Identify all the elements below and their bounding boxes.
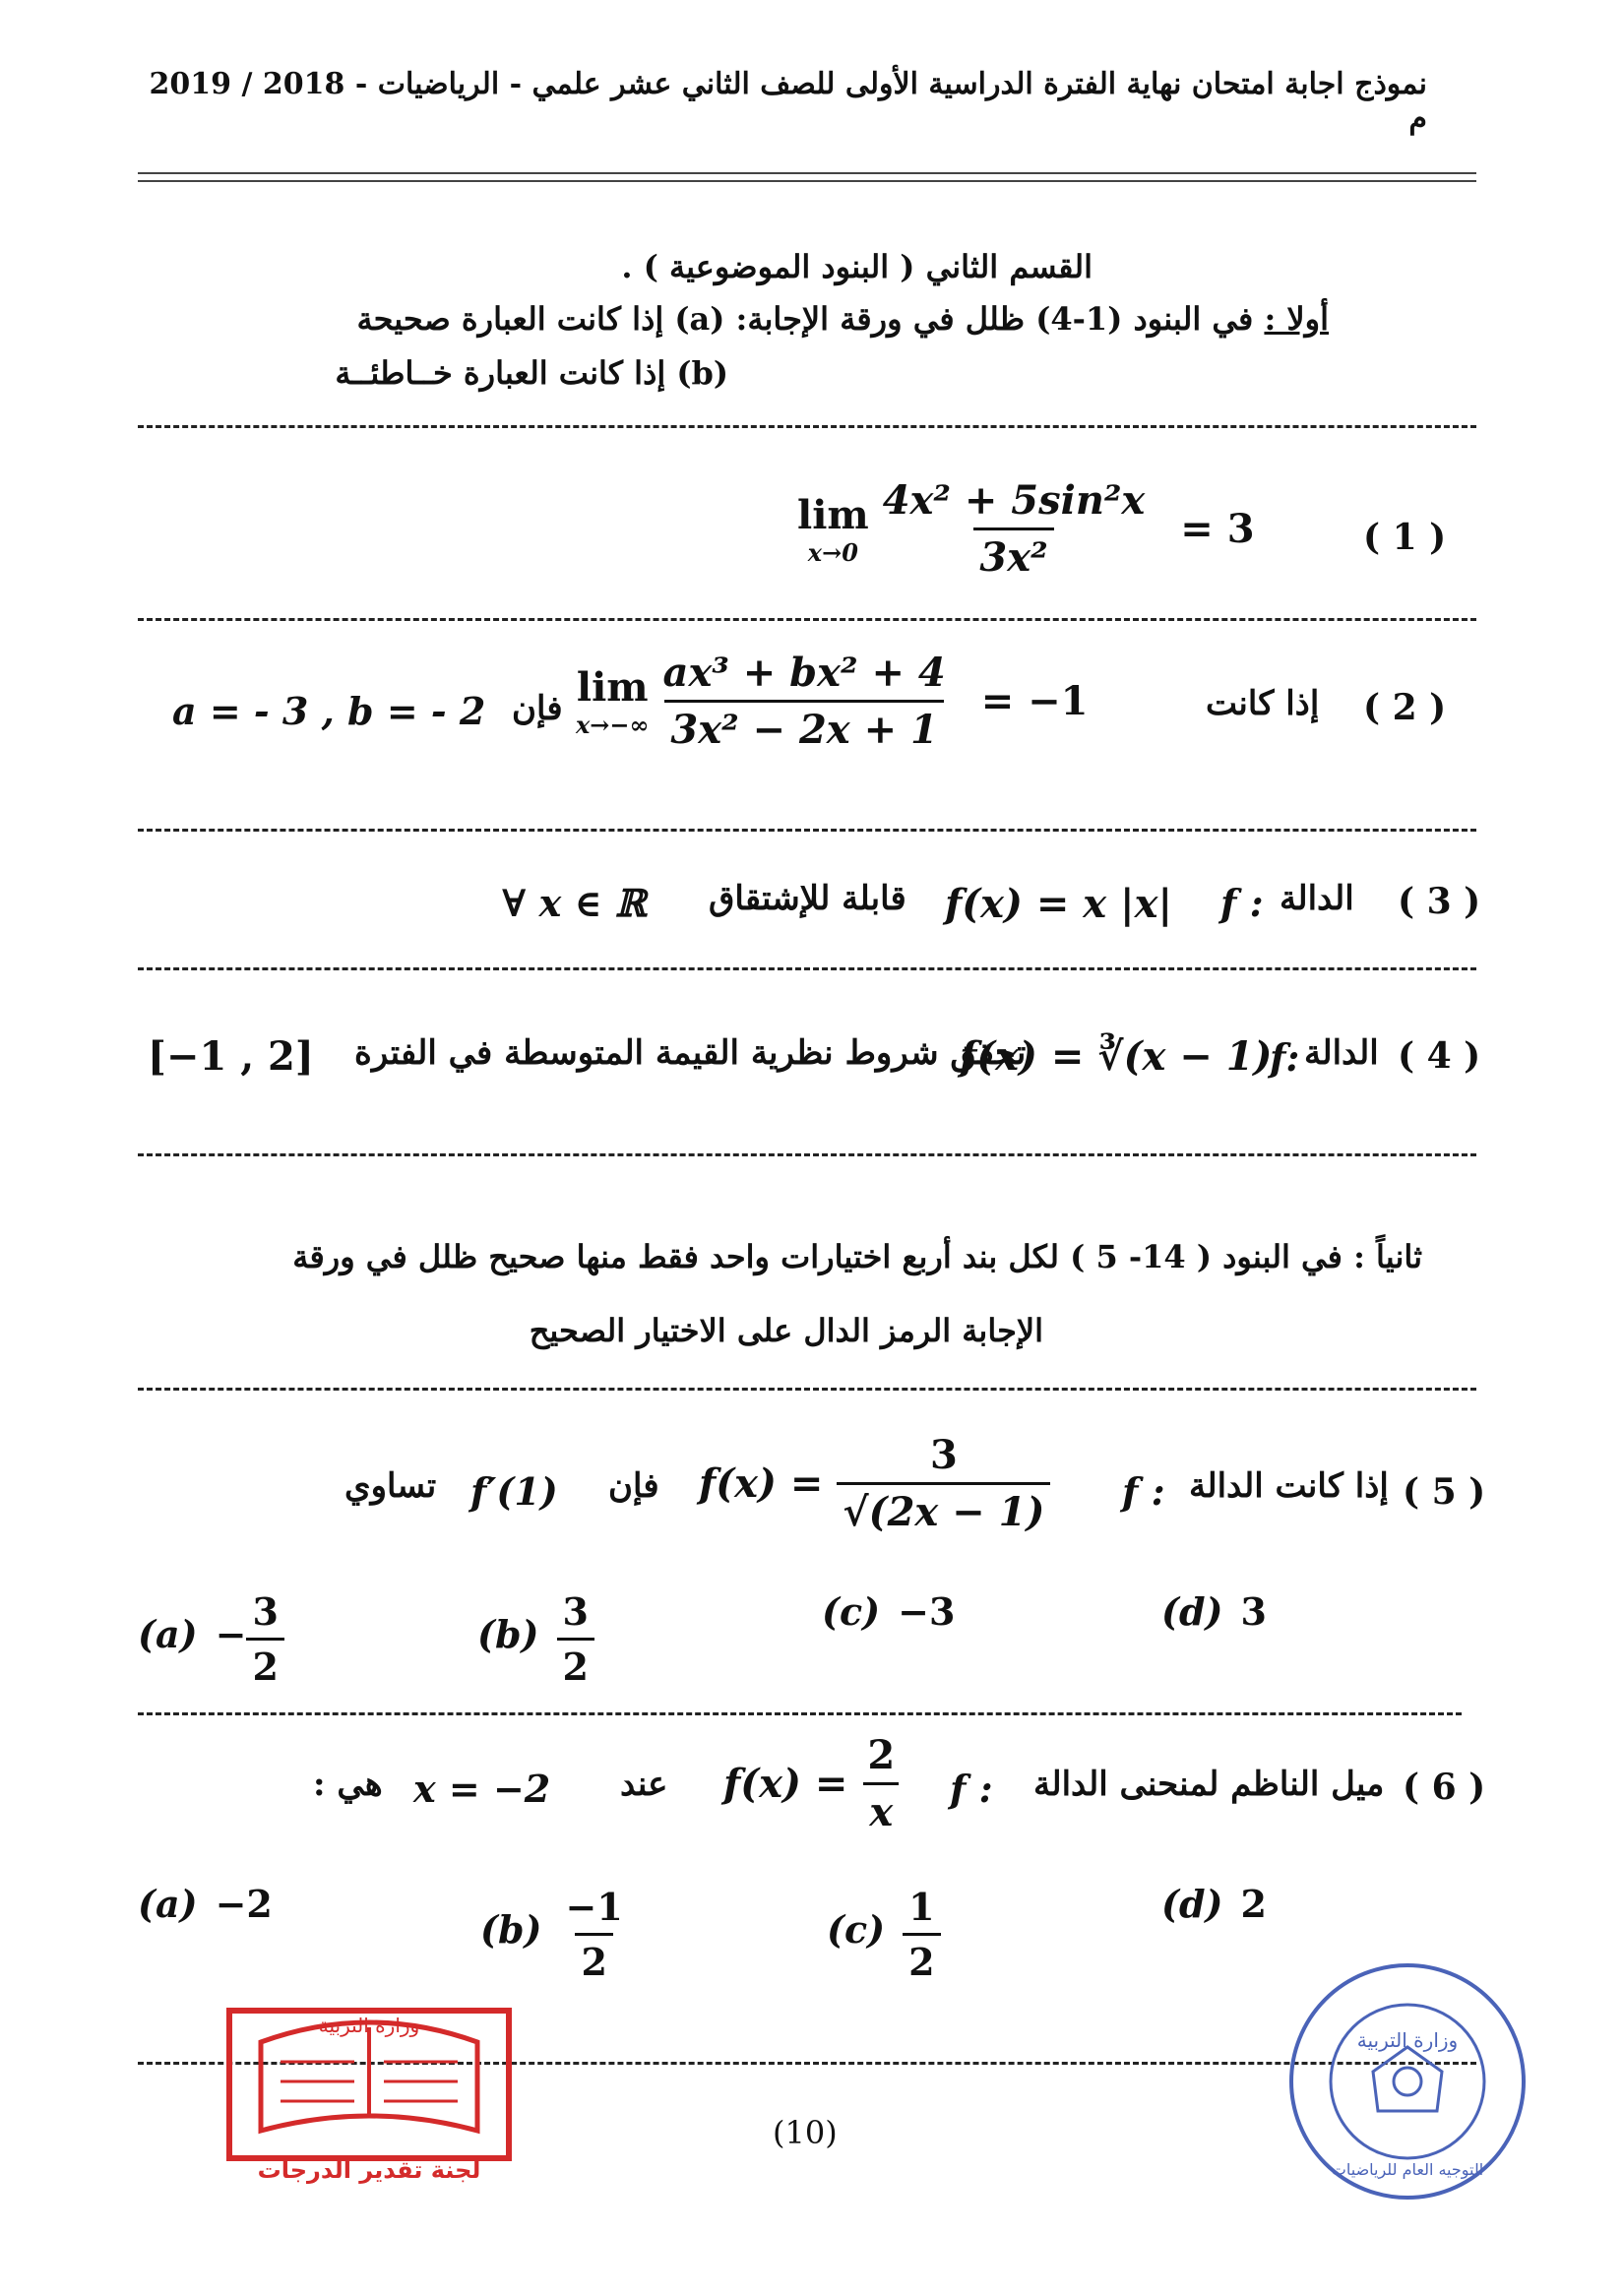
grading-committee-stamp xyxy=(221,2003,517,2185)
part1-line1 xyxy=(356,300,1329,338)
q4-interval: [−1 , 2] xyxy=(148,1033,314,1080)
q4-text: الدالة xyxy=(1304,1033,1379,1073)
q6-expression xyxy=(723,1732,901,1835)
q3-number: ( 3 ) xyxy=(1398,881,1481,922)
q5-equals: تساوي xyxy=(344,1466,437,1506)
section-title: القسم الثاني ( البنود الموضوعية ) . xyxy=(621,248,1093,285)
q6-option-d[interactable]: (d) 2 xyxy=(1161,1882,1267,1926)
q2-rhs: = −1 xyxy=(980,678,1089,724)
q5-f: f : xyxy=(1122,1469,1165,1514)
q5-text: إذا كانت الدالة xyxy=(1189,1466,1389,1506)
q5-fraction xyxy=(837,1432,1050,1535)
q6-fraction xyxy=(861,1732,901,1835)
q2-fraction xyxy=(657,650,952,753)
divider xyxy=(138,1153,1476,1156)
ministry-seal xyxy=(1280,1954,1535,2209)
q3-text: الدالة xyxy=(1280,879,1354,918)
svg-text:التوجيه العام للرياضيات: التوجيه العام للرياضيات xyxy=(1331,2160,1484,2179)
q5-denominator: √(2x − 1) xyxy=(837,1482,1050,1535)
q6-number: ( 6 ) xyxy=(1403,1767,1486,1808)
svg-text:لجنة تقدير الدرجات: لجنة تقدير الدرجات xyxy=(257,2156,481,2184)
q5-option-b[interactable]: (b) $\frac{3}{2}$ xyxy=(477,1580,594,1689)
q6-option-a[interactable]: (a) −2 xyxy=(138,1882,273,1926)
q5-numerator: 3 xyxy=(929,1432,958,1478)
q5-option-d[interactable]: (d) 3 xyxy=(1161,1589,1267,1634)
q2-denominator: 3x² − 2x + 1 xyxy=(664,700,943,753)
q6-option-b[interactable]: (b) $\frac{-1}{2}$ xyxy=(480,1885,623,1984)
q4-expression: f(x) = ∛(x − 1) xyxy=(960,1033,1273,1080)
header-divider xyxy=(138,172,1476,182)
q1-denominator: 3x² xyxy=(973,527,1053,581)
part1-instruction: في البنود (1-4) ظلل في ورقة الإجابة: (a) إذا كانت العبارة صحيحة xyxy=(356,300,1254,338)
q6-is: هي : xyxy=(313,1765,383,1804)
q1-expression xyxy=(797,477,1255,581)
q4-f: f: xyxy=(1270,1035,1300,1080)
q1-number: ( 1 ) xyxy=(1363,517,1447,558)
q2-expression xyxy=(576,650,1089,753)
q4-desc: تحقق شروط نظرية القيمة المتوسطة في الفترة xyxy=(354,1033,1027,1073)
q1-rhs: = 3 xyxy=(1180,506,1255,552)
q5-then: فإن xyxy=(608,1466,659,1506)
q2-numerator: ax³ + bx² + 4 xyxy=(662,650,946,696)
page-header: نموذج اجابة امتحان نهاية الفترة الدراسية الأولى للصف الثاني عشر علمي - الرياضيات - 2018 / 2019 م xyxy=(149,67,1427,136)
page-number: (10) xyxy=(773,2114,838,2151)
q1-numerator: 4x² + 5sin²x xyxy=(882,477,1146,524)
q6-text: ميل الناظم لمنحنى الدالة xyxy=(1033,1765,1385,1804)
q3-desc: قابلة للإشتقاق xyxy=(709,879,906,918)
q5-lhs: f(x) = xyxy=(699,1460,824,1507)
q3-domain: ∀ x ∈ ℝ xyxy=(502,881,647,925)
q6-denominator: x xyxy=(863,1782,899,1835)
q2-limit: lim x→−∞ xyxy=(576,663,650,739)
q1-fraction xyxy=(877,477,1152,581)
part1-heading: أولا : xyxy=(1264,300,1329,338)
divider xyxy=(138,967,1476,970)
q2-conclusion: a = - 3 , b = - 2 xyxy=(172,689,486,733)
q2-if: إذا كانت xyxy=(1206,684,1320,723)
q3-expression: f(x) = x |x| xyxy=(945,881,1172,927)
q5-number: ( 5 ) xyxy=(1403,1471,1486,1513)
q6-f: f : xyxy=(950,1767,993,1811)
divider xyxy=(138,1712,1462,1715)
divider xyxy=(138,618,1476,621)
q6-numerator: 2 xyxy=(867,1732,896,1778)
part1-line2: (b) إذا كانت العبارة خــاطئــة xyxy=(335,354,728,392)
svg-text:وزارة التربية: وزارة التربية xyxy=(318,2014,420,2037)
q6-lhs: f(x) = xyxy=(723,1761,848,1807)
q2-then: فإن xyxy=(512,689,563,728)
q5-option-c[interactable]: (c) −3 xyxy=(822,1589,956,1634)
q5-target: f′(1) xyxy=(470,1469,558,1514)
divider xyxy=(138,1388,1476,1391)
q5-expression xyxy=(699,1432,1050,1535)
part2-line2: الإجابة الرمز الدال على الاختيار الصحيح xyxy=(529,1312,1043,1349)
divider xyxy=(138,829,1476,832)
svg-text:وزارة التربية: وزارة التربية xyxy=(1356,2028,1459,2052)
q6-point: x = −2 xyxy=(413,1767,551,1811)
q1-limit: lim x→0 xyxy=(797,491,869,567)
divider xyxy=(138,425,1476,428)
q5-option-a[interactable]: (a) − $\frac{3}{2}$ xyxy=(138,1580,284,1689)
q2-number: ( 2 ) xyxy=(1363,687,1447,728)
q4-number: ( 4 ) xyxy=(1398,1035,1481,1077)
part2-line1: ثانياً : في البنود ( 14- 5 ) لكل بند أربع اختيارات واحد فقط منها صحيح ظلل في ورقة xyxy=(292,1238,1422,1275)
q6-at: عند xyxy=(620,1765,668,1804)
q3-f: f : xyxy=(1220,881,1264,925)
q6-option-c[interactable]: (c) $\frac{1}{2}$ xyxy=(827,1875,941,1984)
